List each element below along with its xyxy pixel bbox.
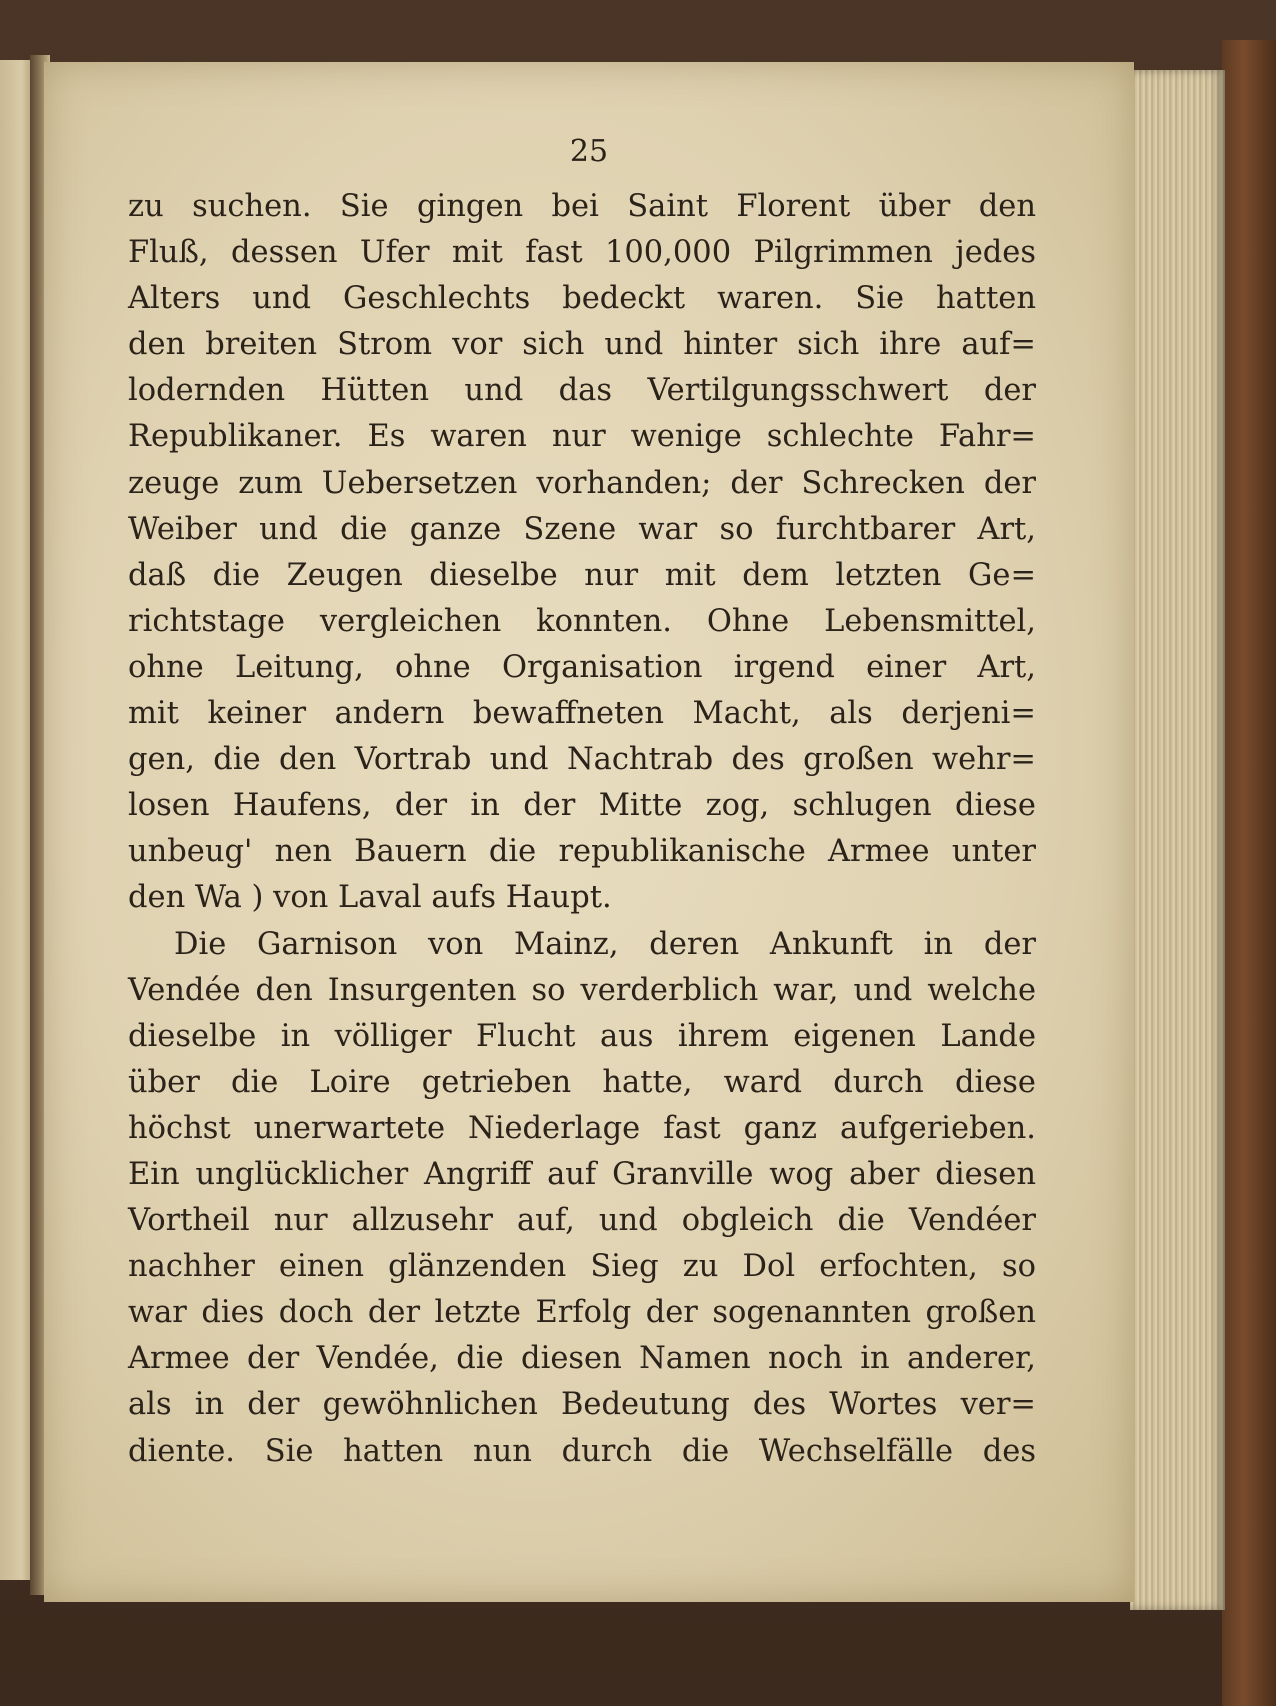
page-number: 25	[569, 134, 609, 169]
text-line: Ein unglücklicher Angriff auf Granville wog aber diesen	[128, 1156, 1036, 1192]
text-line: lodernden Hütten und das Vertilgungsschwert der	[128, 373, 1036, 409]
text-line: Weiber und die ganze Szene war so furchtbarer Art,	[128, 511, 1036, 547]
text-line: diente. Sie hatten nun durch die Wechselfälle des	[128, 1433, 1036, 1469]
page-block-edges	[1130, 70, 1225, 1610]
text-line: Republikaner. Es waren nur wenige schlechte Fahr=	[128, 419, 1036, 455]
page-body-text	[128, 184, 1036, 1475]
text-line: über die Loire getrieben hatte, ward durch diese	[128, 1064, 1036, 1100]
text-line: den breiten Strom vor sich und hinter sich ihre auf=	[128, 327, 1036, 363]
text-line: nachher einen glänzenden Sieg zu Dol erfochten, so	[128, 1249, 1036, 1285]
book-cover-edge	[1222, 40, 1276, 1706]
text-line: Armee der Vendée, die diesen Namen noch in anderer,	[128, 1341, 1036, 1377]
text-line: Vortheil nur allzusehr auf, und obgleich die Vendéer	[128, 1203, 1036, 1239]
text-line: war dies doch der letzte Erfolg der sogenannten großen	[128, 1295, 1036, 1331]
text-line: gen, die den Vortrab und Nachtrab des großen wehr=	[128, 742, 1036, 778]
book-page	[44, 62, 1134, 1602]
text-line: als in der gewöhnlichen Bedeutung des Wortes ver=	[128, 1387, 1036, 1423]
text-line: höchst unerwartete Niederlage fast ganz aufgerieben.	[128, 1110, 1036, 1146]
paragraph-end-line: den Wa ) von Laval aufs Haupt.	[128, 880, 612, 916]
text-line: unbeug' nen Bauern die republikanische Armee unter	[128, 834, 1036, 870]
text-line: mit keiner andern bewaffneten Macht, als derjeni=	[128, 696, 1036, 732]
paragraph-start-line: Die Garnison von Mainz, deren Ankunft in der	[174, 926, 1036, 962]
text-line: zeuge zum Uebersetzen vorhanden; der Schrecken der	[128, 465, 1036, 501]
text-line: Vendée den Insurgenten so verderblich war, und welche	[128, 972, 1036, 1008]
text-line: dieselbe in völliger Flucht aus ihrem eigenen Lande	[128, 1018, 1036, 1054]
text-line: Alters und Geschlechts bedeckt waren. Sie hatten	[128, 281, 1036, 317]
text-line: zu suchen. Sie gingen bei Saint Florent über den	[128, 189, 1036, 224]
text-line: ohne Leitung, ohne Organisation irgend einer Art,	[128, 649, 1036, 685]
text-line: richtstage vergleichen konnten. Ohne Lebensmittel,	[128, 603, 1036, 639]
text-line: losen Haufens, der in der Mitte zog, schlugen diese	[128, 788, 1036, 824]
text-line: daß die Zeugen dieselbe nur mit dem letzten Ge=	[128, 557, 1036, 593]
text-line: Fluß, dessen Ufer mit fast 100,000 Pilgrimmen jedes	[128, 235, 1036, 271]
